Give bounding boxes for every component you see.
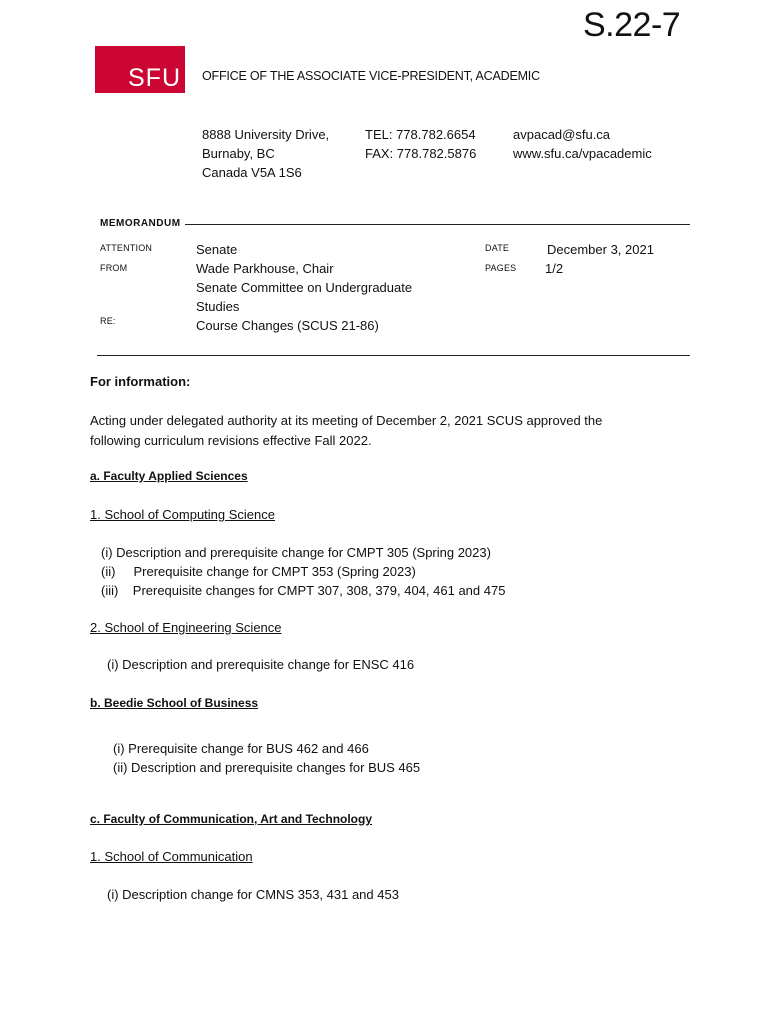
memo-rule-bottom bbox=[97, 355, 690, 356]
school-engineering-science bbox=[90, 620, 282, 635]
attention-label: ATTENTION bbox=[100, 243, 153, 253]
school-heading: 1. School of Communication bbox=[90, 849, 253, 864]
list-item: (i) Prerequisite change for BUS 462 and 466 bbox=[113, 741, 369, 756]
office-title: OFFICE OF THE ASSOCIATE VICE-PRESIDENT, ACADEMIC bbox=[202, 69, 540, 83]
email-link[interactable]: avpacad@sfu.ca bbox=[513, 127, 611, 142]
section-b-heading: b. Beedie School of Business bbox=[90, 696, 259, 710]
computing-changes-list bbox=[101, 543, 505, 600]
for-information-heading: For information: bbox=[90, 374, 191, 389]
business-changes-list bbox=[113, 739, 420, 777]
intro-line: following curriculum revisions effective Fall 2022. bbox=[90, 433, 372, 448]
pages-value: 1/2 bbox=[545, 261, 564, 276]
address-line: Canada V5A 1S6 bbox=[202, 165, 302, 180]
tel-line: TEL: 778.782.6654 bbox=[365, 127, 476, 142]
address-block bbox=[202, 125, 329, 182]
school-computing-science bbox=[90, 507, 275, 522]
phone-block bbox=[365, 125, 476, 163]
re-value: Course Changes (SCUS 21-86) bbox=[196, 318, 379, 333]
document-code: S.22-7 bbox=[583, 6, 681, 44]
attention-value: Senate bbox=[196, 242, 238, 257]
memorandum-label: MEMORANDUM bbox=[100, 218, 181, 229]
list-item: (ii) Prerequisite change for CMPT 353 (Spring 2023) bbox=[101, 564, 416, 579]
pages-label: PAGES bbox=[485, 263, 517, 273]
memo-rule-top bbox=[185, 224, 690, 225]
from-value: Senate Committee on Undergraduate bbox=[196, 280, 413, 295]
address-line: Burnaby, BC bbox=[202, 146, 275, 161]
list-item: (ii) Description and prerequisite changes for BUS 465 bbox=[113, 760, 421, 775]
list-item: (i) Description and prerequisite change for ENSC 416 bbox=[107, 657, 415, 672]
list-item: (i) Description change for CMNS 353, 431 and 453 bbox=[107, 887, 399, 902]
date-value: December 3, 2021 bbox=[547, 242, 654, 257]
school-communication bbox=[90, 849, 253, 864]
list-item: (iii) Prerequisite changes for CMPT 307, 308, 379, 404, 461 and 475 bbox=[101, 583, 506, 598]
intro-line: Acting under delegated authority at its meeting of December 2, 2021 SCUS approved the bbox=[90, 413, 603, 428]
memo-recipients bbox=[196, 240, 412, 335]
logo-text: SFU bbox=[128, 64, 181, 92]
re-label: RE: bbox=[100, 316, 116, 326]
section-c-heading: c. Faculty of Communication, Art and Technology bbox=[90, 812, 373, 826]
address-line: 8888 University Drive, bbox=[202, 127, 330, 142]
school-heading: 1. School of Computing Science bbox=[90, 507, 275, 522]
intro-paragraph bbox=[90, 411, 602, 451]
list-item: (i) Description and prerequisite change for CMPT 305 (Spring 2023) bbox=[101, 545, 491, 560]
school-heading: 2. School of Engineering Science bbox=[90, 620, 282, 635]
section-a-heading: a. Faculty Applied Sciences bbox=[90, 469, 248, 483]
from-value: Studies bbox=[196, 299, 240, 314]
from-label: FROM bbox=[100, 263, 128, 273]
from-value: Wade Parkhouse, Chair bbox=[196, 261, 334, 276]
date-label: DATE bbox=[485, 243, 510, 253]
sfu-logo bbox=[95, 46, 185, 93]
web-block bbox=[513, 125, 652, 163]
website-link[interactable]: www.sfu.ca/vpacademic bbox=[513, 146, 652, 161]
fax-line: FAX: 778.782.5876 bbox=[365, 146, 477, 161]
